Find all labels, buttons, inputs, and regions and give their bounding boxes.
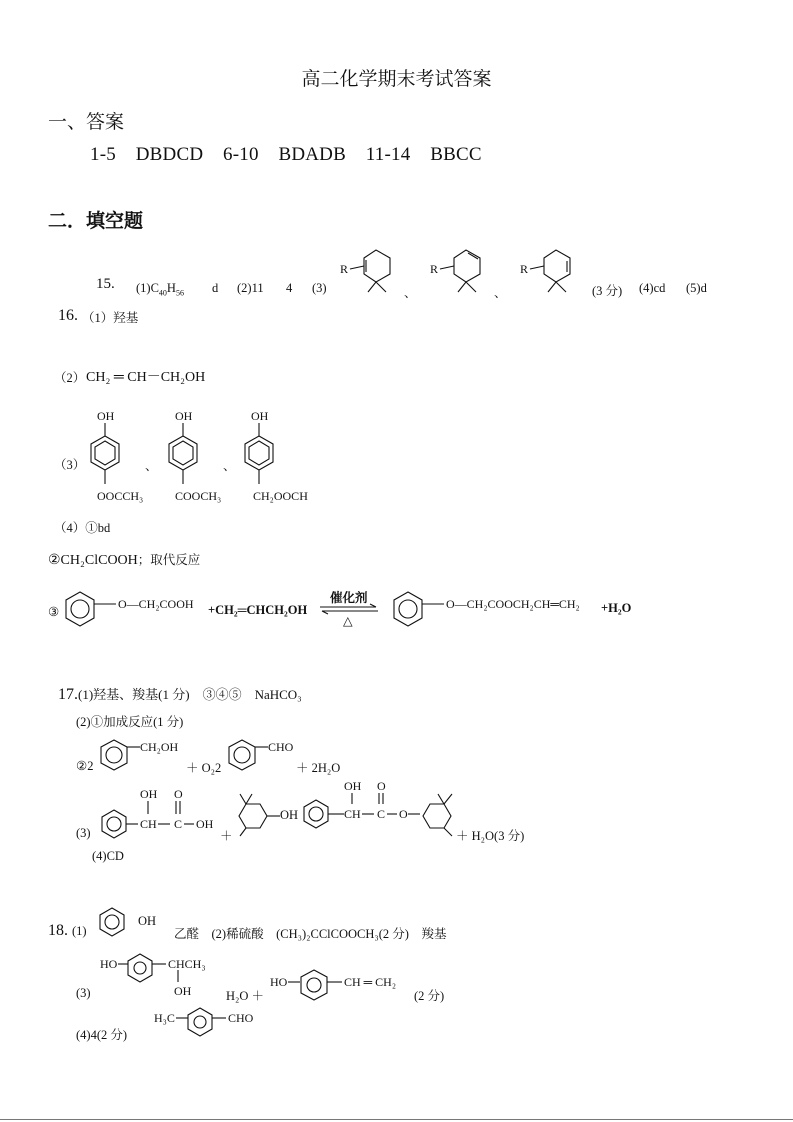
q16-product-water: +H₂O — [601, 601, 632, 615]
svg-text:CH ═ CH₂: CH ═ CH₂ — [344, 975, 397, 989]
q17-line2: (2)①加成反应(1 分) — [76, 715, 184, 729]
q15-separator-1: 、 — [404, 286, 417, 300]
q17-mandelic-acid — [98, 786, 228, 842]
page-bottom-rule — [0, 1119, 793, 1120]
svg-text:OH: OH — [140, 787, 158, 801]
q17-plus-o2: ＋ O₂2 — [186, 761, 222, 775]
q18-part1: (1) — [72, 924, 87, 938]
svg-text:C: C — [174, 817, 183, 831]
q16-isomer-3 — [234, 408, 324, 508]
svg-text:C: C — [377, 807, 386, 821]
svg-text:CHO: CHO — [228, 1011, 254, 1025]
q17-water-score: ＋ H₂O(3 分) — [456, 829, 525, 843]
q18-phenol-oh: OH — [138, 914, 157, 928]
q16-sep-1: 、 — [145, 459, 158, 473]
q17-line1: 17.(1)羟基、羧基(1 分) ③④⑤ NaHCO₃ — [58, 686, 302, 703]
svg-text:O: O — [377, 779, 386, 793]
q18-part3-label: (3) — [76, 986, 91, 1000]
q17-part4: (4)CD — [92, 849, 124, 863]
q17-cyclohexanol-ring — [234, 790, 284, 840]
q17-part3-label: (3) — [76, 826, 91, 840]
q16-part4b: ②CH₂ClCOOH；取代反应 — [48, 553, 201, 568]
q15-part1: $(1)C_{40}H_{56}$ — [136, 281, 184, 298]
q17-benzaldehyde — [224, 736, 304, 776]
q16-part4: （4）①bd — [54, 521, 111, 535]
section-heading-fill-blank: 二．填空题 — [48, 211, 144, 232]
q16-catalyst: 催化剂 — [330, 591, 368, 605]
q18-methylbenzaldehyde — [154, 1004, 274, 1044]
q18-phenol-ring — [96, 906, 136, 942]
q15-part4: (4)cd — [639, 281, 666, 295]
q18-part4: (4)4(2 分) — [76, 1028, 128, 1042]
q16-product — [388, 586, 628, 634]
q15-part3-score: (3 分) — [592, 284, 623, 298]
q16-heat: △ — [343, 614, 353, 628]
q16-part2-formula: CH₂ ═ CH－CH₂OH — [86, 370, 206, 385]
svg-text:OH: OH — [175, 409, 193, 423]
svg-text:CH: CH — [140, 817, 157, 831]
section-heading-answers: 一、答案 — [48, 112, 125, 133]
r-label: R — [520, 262, 529, 276]
q16-number: 16. — [58, 307, 78, 324]
q15-structure-3 — [516, 238, 586, 296]
q17-part2-prefix: ②2 — [76, 759, 94, 773]
q18-number: 18. — [48, 922, 68, 939]
q16-part2-label: （2） — [54, 371, 86, 385]
q18-part1-rest: 乙醛 (2)稀硫酸 (CH₃)₂CClCOOCH₃(2 分) 羧基 — [174, 927, 447, 941]
q16-sep-2: 、 — [223, 459, 236, 473]
svg-text:O: O — [399, 807, 408, 821]
svg-text:CHO: CHO — [268, 740, 294, 754]
q18-reactant — [100, 950, 220, 1000]
q15-part2b: 4 — [286, 281, 293, 295]
svg-text:OH: OH — [97, 409, 115, 423]
svg-text:HO: HO — [100, 957, 118, 971]
svg-text:CHCH₃: CHCH₃ — [168, 957, 206, 971]
svg-text:O: O — [174, 787, 183, 801]
multiple-choice-answers: 1-5 DBDCD 6-10 BDADB 11-14 BBCC — [90, 144, 482, 165]
q17-ester-product — [300, 779, 430, 842]
q15-separator-2: 、 — [494, 286, 507, 300]
q15-number: 15. — [96, 276, 115, 292]
q16-part3-label: （3） — [54, 458, 86, 472]
svg-text:OH: OH — [174, 984, 192, 998]
r-label: R — [430, 262, 439, 276]
q17-benzyl-alcohol — [96, 736, 186, 776]
q15-structure-2 — [426, 238, 496, 296]
svg-text:CH₂OH: CH₂OH — [140, 740, 179, 754]
q16-part1: （1）羟基 — [82, 311, 139, 325]
q18-water-plus: H₂O ＋ — [226, 989, 265, 1003]
q15-part2: (2)11 — [237, 281, 264, 295]
q15-part3: (3) — [312, 281, 327, 295]
q18-product — [270, 966, 420, 1006]
q17-plus: ＋ — [220, 829, 233, 843]
svg-text:COOCH₃: COOCH₃ — [175, 489, 222, 503]
svg-text:O—CH₂COOH: O—CH₂COOH — [118, 597, 194, 611]
q17-link-oh: OH — [280, 808, 299, 822]
svg-text:H₃C: H₃C — [154, 1011, 175, 1025]
svg-text:O—CH₂COOCH₂CH═CH₂: O—CH₂COOCH₂CH═CH₂ — [446, 597, 580, 611]
q15-part5: (5)d — [686, 281, 707, 295]
q16-reactant-2: +CH₂═CHCH₂OH — [208, 603, 308, 617]
svg-text:OOCCH₃: OOCCH₃ — [97, 489, 144, 503]
svg-text:CH: CH — [344, 807, 361, 821]
q16-part4c-label: ③ — [48, 605, 60, 619]
q15-part1-answer: d — [212, 281, 219, 295]
svg-text:HO: HO — [270, 975, 288, 989]
q17-plus-water: ＋ 2H₂O — [296, 761, 341, 775]
svg-text:OH: OH — [344, 779, 362, 793]
svg-text:OH: OH — [251, 409, 269, 423]
r-label: R — [340, 262, 349, 276]
page-title: 高二化学期末考试答案 — [301, 69, 492, 90]
q16-reactant-1 — [60, 586, 220, 634]
svg-text:OH: OH — [196, 817, 214, 831]
q18-score: (2 分) — [414, 989, 445, 1003]
q15-structure-1 — [336, 238, 406, 296]
svg-text:CH₂OOCH: CH₂OOCH — [253, 489, 308, 503]
